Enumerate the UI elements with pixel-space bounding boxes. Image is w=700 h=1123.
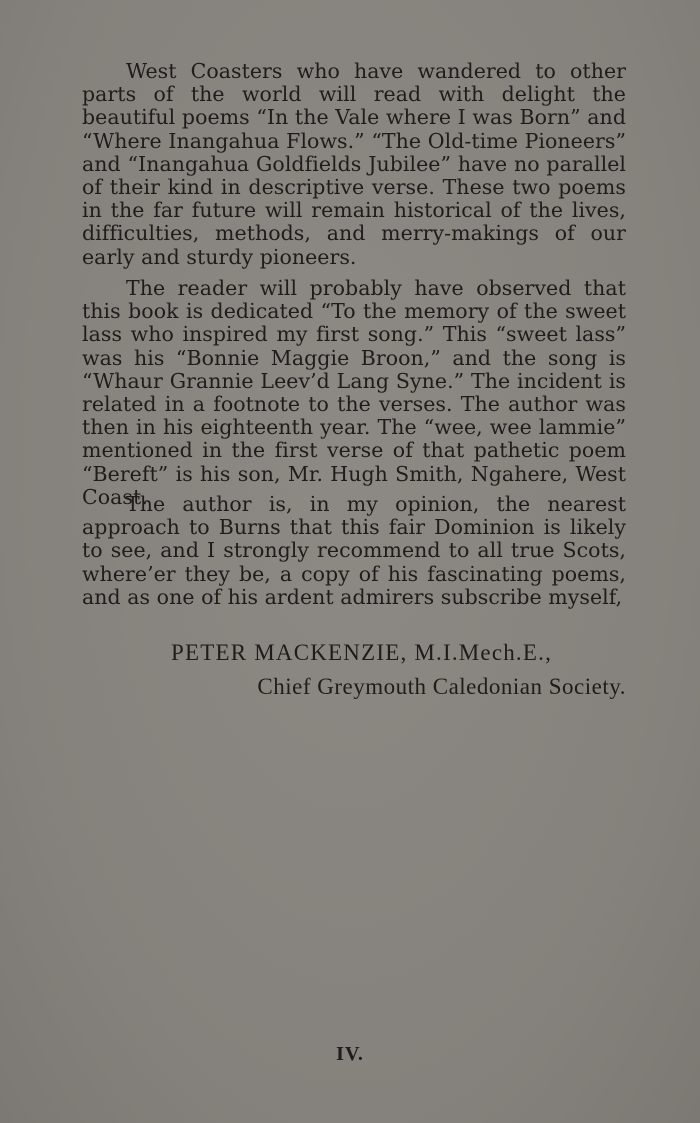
signature-title: Chief Greymouth Caledonian Society. <box>257 674 626 699</box>
signature-name: PETER MACKENZIE, M.I.Mech.E., <box>171 640 553 665</box>
page-number: IV. <box>336 1043 364 1065</box>
paragraph-recommendation: The author is, in my opinion, the nearest approach to Burns that this fair Dominion is likely to see, and I strongly recommend to all true Scots, where’er they be, a copy of his fascinating poems, and as one of his ardent admirers subscribe myself, <box>82 492 626 609</box>
paragraph-west-coasters: West Coasters who have wandered to other parts of the world will read with delight the beautiful poems “In the Vale where I was Born” and “Where Inangahua Flows.” “The Old-time Pioneers” and “Inangahua Goldfields Jubilee” have no parallel of their kind in descriptive verse. These two poems in the far future will remain historical of the lives, difficulties, methods, and merry-makings of our early and sturdy pioneers. <box>82 59 626 269</box>
paragraph-dedication: The reader will probably have observed that this book is dedicated “To the memory of the sweet lass who inspired my first song.” This “sweet lass” was his “Bonnie Maggie Broon,” and the song is “Whaur Grannie Leev’d Lang Syne.” The incident is related in a footnote to the verses. The author was then in his eighteenth year. The “wee, wee lammie” mentioned in the first verse of that pathetic poem “Bereft” is his son, Mr. Hugh Smith, Ngahere, West Coast. <box>82 276 626 509</box>
